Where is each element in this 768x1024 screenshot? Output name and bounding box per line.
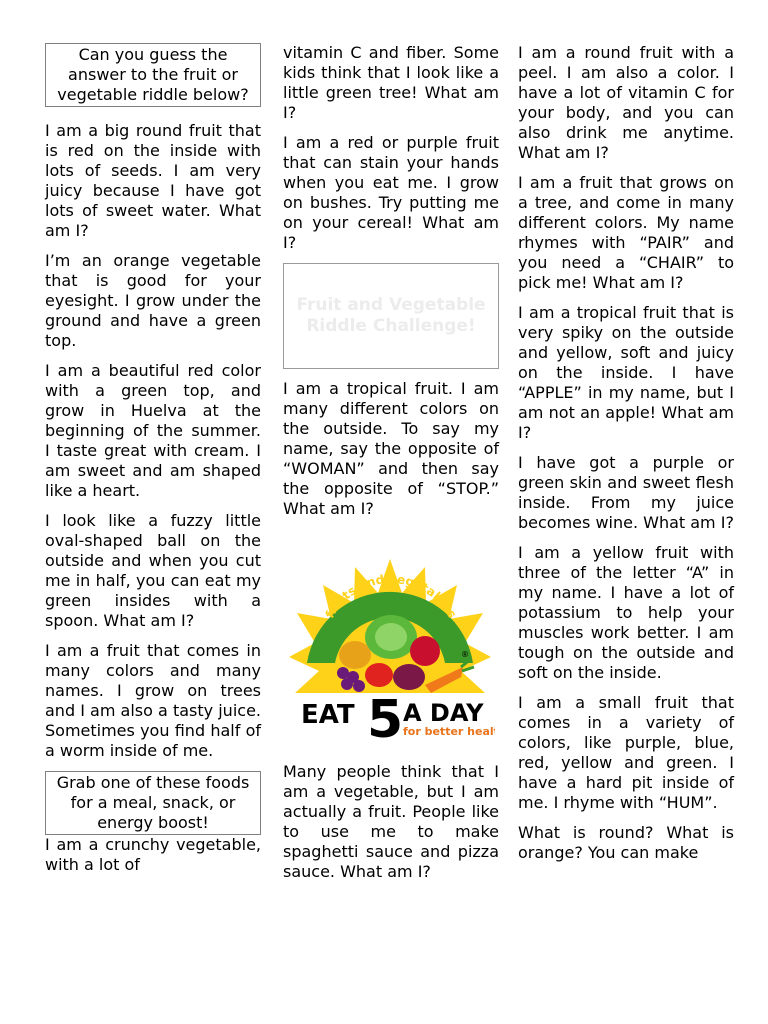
title-box: Fruit and Vegetable Riddle Challenge! [283, 263, 499, 369]
column-3 [518, 0, 734, 873]
logo-eat: EAT [301, 700, 355, 730]
column-1 [45, 0, 261, 885]
logo-tagline: for better heal [403, 725, 494, 738]
riddle-tomato: Many people think that I am a vegetable, but I am actually a fruit. People like to use me to make spaghetti sauce and pizza sauce. What am I? [283, 762, 499, 881]
tomato-shape [410, 636, 440, 666]
grapes-shape [353, 680, 365, 692]
logo-a-day: A DAY [403, 699, 484, 727]
intro-box: Can you guess the answer to the fruit or vegetable riddle below? [45, 43, 261, 107]
riddle-orange: I am a round fruit with a peel. I am also a color. I have a lot of vitamin C for your body, and you can also drink me anytime. What am I? [518, 43, 734, 162]
riddle-plum: I am a small fruit that comes in a variety of colors, like purple, blue, red, yellow and green. I have a hard pit inside of me. I rhyme with “HUM”. [518, 693, 734, 812]
grab-box: Grab one of these foods for a meal, snack, or energy boost! [45, 771, 261, 835]
apple-shape [365, 663, 393, 687]
riddle-pear: I am a fruit that grows on a tree, and come in many different colors. My name rhymes with “PAIR” and you need a “CHAIR” to pick me! What am I? [518, 173, 734, 292]
logo-arc-text: fruits and vegetables [322, 571, 460, 621]
riddle-broccoli-start: I am a crunchy vegetable, with a lot of [45, 835, 261, 874]
pepper-shape [339, 641, 371, 669]
logo-five: 5 [367, 690, 404, 743]
riddle-strawberry: I am a beautiful red color with a green top, and grow in Huelva at the beginning of the summer. I taste great with cream. I am sweet and am shaped like a heart. [45, 361, 261, 500]
registered-mark: ® [461, 650, 469, 659]
riddle-berry: I am a red or purple fruit that can stain your hands when you eat me. I grow on bushes. Try putting me on your cereal! What am I? [283, 133, 499, 252]
riddle-apple: I am a fruit that comes in many colors and many names. I grow on trees and I am also a tasty juice. Sometimes you find half of a worm inside of me. [45, 641, 261, 760]
riddle-pineapple: I am a tropical fruit that is very spiky on the outside and yellow, soft and juicy on the inside. I have “APPLE” in my name, but I am not an apple! What am I? [518, 303, 734, 442]
eat-5-a-day-logo [285, 553, 495, 743]
beet-shape [393, 664, 425, 690]
riddle-grape: I have got a purple or green skin and sweet flesh inside. From my juice becomes wine. What am I? [518, 453, 734, 532]
riddle-mango: I am a tropical fruit. I am many different colors on the outside. To say my name, say the opposite of “WOMAN” and then say the opposite of “STOP.” What am I? [283, 379, 499, 518]
riddle-banana: I am a yellow fruit with three of the letter “A” in my name. I have a lot of potassium to help your muscles work better. I am tough on the outside and soft on the inside. [518, 543, 734, 682]
riddle-orange-2: What is round? What is orange? You can make [518, 823, 734, 862]
riddle-carrot: I’m an orange vegetable that is good for your eyesight. I grow under the ground and have a green top. [45, 251, 261, 350]
riddle-kiwi: I look like a fuzzy little oval-shaped ball on the outside and when you cut me in half, you can eat my green insides with a spoon. What am I? [45, 511, 261, 630]
column-2 [283, 0, 499, 892]
riddle-broccoli-end: vitamin C and fiber. Some kids think that I look like a little green tree! What am I? [283, 43, 499, 122]
riddle-watermelon: I am a big round fruit that is red on the inside with lots of seeds. I am very juicy because I have got lots of sweet water. What am I? [45, 121, 261, 240]
